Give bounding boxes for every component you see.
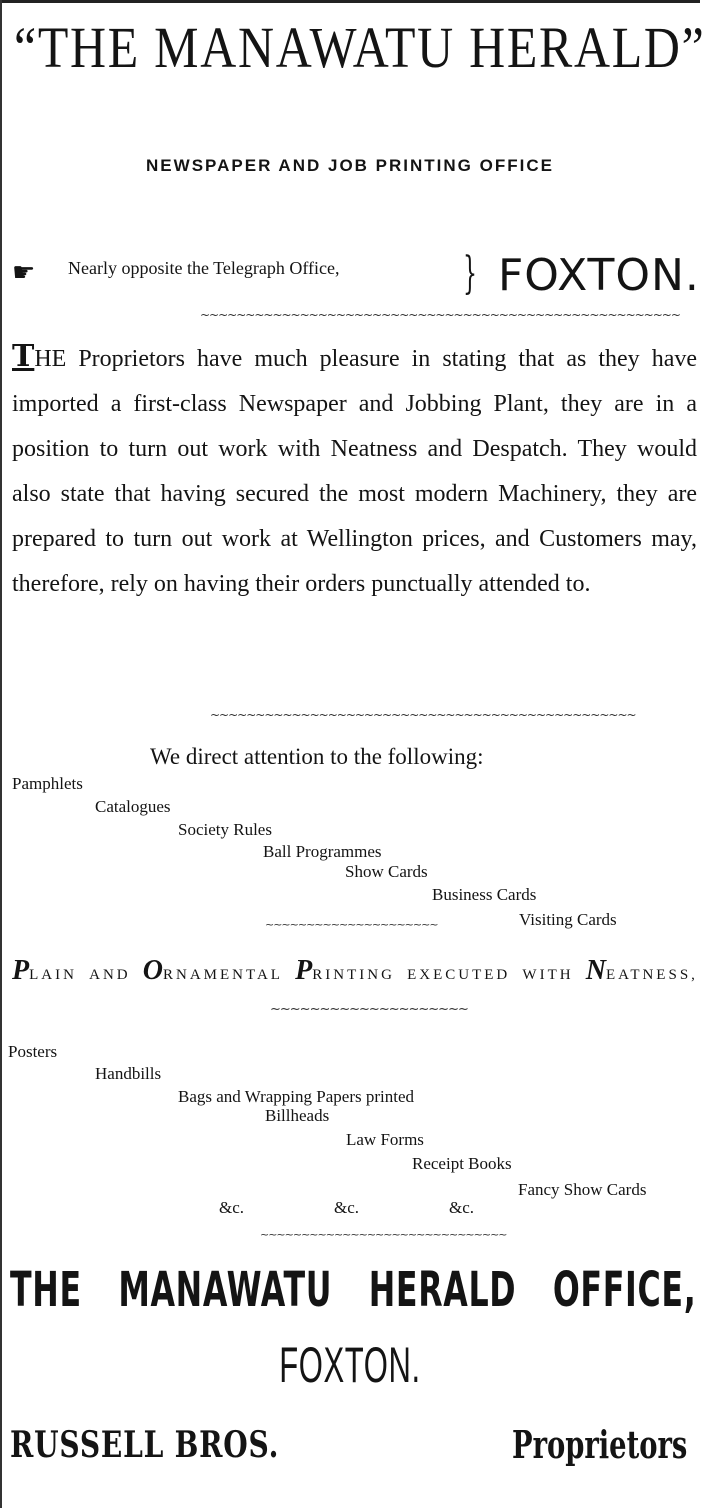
proprietors-name: RUSSELL BROS. bbox=[10, 1424, 280, 1466]
subheading: NEWSPAPER AND JOB PRINTING OFFICE bbox=[146, 156, 554, 175]
list-heading: We direct attention to the following: bbox=[150, 744, 484, 769]
list-item: Handbills bbox=[95, 1064, 162, 1083]
list-item: Billheads bbox=[265, 1106, 330, 1125]
top-rule bbox=[0, 0, 700, 3]
and-word: AND bbox=[89, 967, 131, 983]
office-word: THE bbox=[10, 1262, 82, 1318]
intro-text: HE Proprietors have much pleasure in stating that as they have imported a first-class Newspaper and Jobbing Plant, they are in a position to turn out work with Neatness and Despatch. They would also state that having secured the most modern Machinery, they are prepared to turn out work at Wellington prices, and Customers may, therefore, rely on having their orders punctually attended to. bbox=[12, 346, 697, 597]
left-rule bbox=[0, 0, 2, 1508]
with-word: WITH bbox=[522, 967, 574, 983]
list-item: Visiting Cards bbox=[519, 910, 617, 929]
list-item: Fancy Show Cards bbox=[518, 1180, 647, 1199]
ornamental-rule: ~~~~~~~~~~~~~~~~~~~~~~~~~~~~~~~~~~~~~~~~~~~~~~~~~~~~~ bbox=[200, 308, 680, 322]
executed-word: EXECUTED bbox=[407, 967, 511, 983]
intro-paragraph bbox=[12, 334, 697, 607]
town-heading: FOXTON. bbox=[498, 250, 700, 301]
etc-mark: &c. bbox=[219, 1198, 245, 1217]
etc-mark: &c. bbox=[334, 1198, 360, 1217]
list-item: Posters bbox=[8, 1042, 58, 1061]
list-item: Society Rules bbox=[178, 820, 272, 839]
list-item: Business Cards bbox=[432, 885, 537, 904]
masthead-title: “THE MANAWATU HERALD” bbox=[14, 15, 706, 80]
brace-glyph: } bbox=[463, 248, 477, 299]
list-item: Catalogues bbox=[95, 797, 171, 816]
office-word: OFFICE, bbox=[552, 1262, 697, 1318]
address-text: Nearly opposite the Telegraph Office, bbox=[68, 258, 340, 278]
printing-word: PRINTING bbox=[295, 955, 395, 986]
drop-cap: T bbox=[12, 339, 35, 374]
office-word: HERALD bbox=[368, 1262, 517, 1318]
plain-word: PLAIN bbox=[12, 955, 77, 986]
ornamental-word: ORNAMENTAL bbox=[142, 955, 283, 986]
office-word: MANAWATU bbox=[118, 1262, 333, 1318]
list-item: Show Cards bbox=[345, 862, 428, 881]
list-item: Receipt Books bbox=[412, 1154, 512, 1173]
neatness-word: NEATNESS, bbox=[585, 955, 698, 986]
ornamental-rule: ~~~~~~~~~~~~~~~~~~~~~~~~~~~~~~~~~~~~~~~~~~~~~~~ bbox=[210, 708, 636, 722]
list-item: Law Forms bbox=[346, 1130, 424, 1149]
pointing-hand-icon: ☛ bbox=[12, 258, 36, 288]
office-heading bbox=[10, 1262, 696, 1318]
plain-ornamental-line bbox=[12, 955, 698, 987]
list-item: Pamphlets bbox=[12, 774, 83, 793]
town-footer: FOXTON. bbox=[279, 1337, 421, 1393]
ornamental-rule: ~~~~~~~~~~~~~~~~~~~~~ bbox=[265, 918, 438, 931]
ornamental-rule: ~~~~~~~~~~~~~~~~~~~~ bbox=[270, 1002, 468, 1017]
list-item: Bags and Wrapping Papers printed bbox=[178, 1087, 415, 1106]
ornamental-rule: ~~~~~~~~~~~~~~~~~~~~~~~~~~~~~~ bbox=[260, 1228, 507, 1241]
list-item: Ball Programmes bbox=[263, 842, 382, 861]
etc-mark: &c. bbox=[449, 1198, 475, 1217]
proprietors-label: Proprietors bbox=[512, 1422, 688, 1467]
